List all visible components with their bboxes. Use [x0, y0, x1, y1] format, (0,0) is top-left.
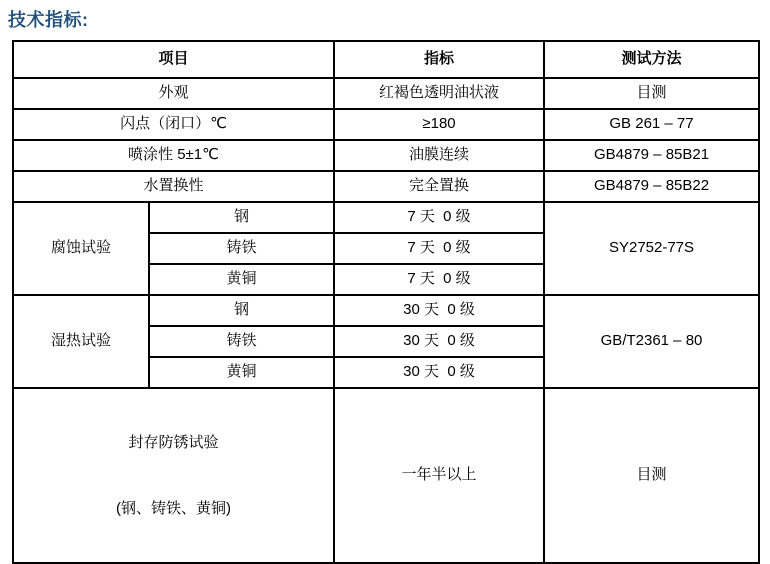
table-row-water-displacement — [13, 171, 759, 202]
indicator-cell: 7 天 0 级 — [334, 233, 544, 264]
method-cell: 目测 — [544, 388, 759, 563]
method-cell-corrosion: SY2752-77S — [544, 202, 759, 295]
method-cell: GB 261 – 77 — [544, 109, 759, 140]
material-cell: 黄铜 — [149, 357, 334, 388]
item-cell: 水置换性 — [13, 171, 334, 202]
material-cell: 铸铁 — [149, 326, 334, 357]
method-cell: GB4879 – 85B22 — [544, 171, 759, 202]
item-cell: 闪点（闭口）℃ — [13, 109, 334, 140]
indicator-cell: 一年半以上 — [334, 388, 544, 563]
method-cell-humidity: GB/T2361 – 80 — [544, 295, 759, 388]
header-indicator: 指标 — [334, 41, 544, 78]
indicator-cell: 7 天 0 级 — [334, 264, 544, 295]
method-cell: 目测 — [544, 78, 759, 109]
material-cell: 钢 — [149, 295, 334, 326]
item-cell: 喷涂性 5±1℃ — [13, 140, 334, 171]
table-row-flashpoint — [13, 109, 759, 140]
header-method: 测试方法 — [544, 41, 759, 78]
method-cell: GB4879 – 85B21 — [544, 140, 759, 171]
table-row-humidity-steel — [13, 295, 759, 326]
item-line2: (钢、铸铁、黄铜) — [116, 499, 231, 517]
indicator-cell: 30 天 0 级 — [334, 326, 544, 357]
indicator-cell: ≥180 — [334, 109, 544, 140]
indicator-cell: 7 天 0 级 — [334, 202, 544, 233]
header-item: 项目 — [13, 41, 334, 78]
indicator-cell: 30 天 0 级 — [334, 357, 544, 388]
indicator-cell: 红褐色透明油状液 — [334, 78, 544, 109]
table-row-corrosion-steel — [13, 202, 759, 233]
indicator-cell: 完全置换 — [334, 171, 544, 202]
material-cell: 钢 — [149, 202, 334, 233]
indicator-cell: 油膜连续 — [334, 140, 544, 171]
material-cell: 黄铜 — [149, 264, 334, 295]
table-row-sealed-rust-test — [13, 388, 759, 563]
page-title: 技术指标: — [8, 10, 89, 30]
group-cell-humidity: 湿热试验 — [13, 295, 149, 388]
table-row-sprayability — [13, 140, 759, 171]
table-row-appearance — [13, 78, 759, 109]
table-header-row — [13, 41, 759, 78]
item-cell — [13, 388, 334, 563]
indicator-cell: 30 天 0 级 — [334, 295, 544, 326]
item-line1: 封存防锈试验 — [128, 433, 219, 451]
item-cell: 外观 — [13, 78, 334, 109]
material-cell: 铸铁 — [149, 233, 334, 264]
spec-table — [12, 40, 760, 564]
group-cell-corrosion: 腐蚀试验 — [13, 202, 149, 295]
